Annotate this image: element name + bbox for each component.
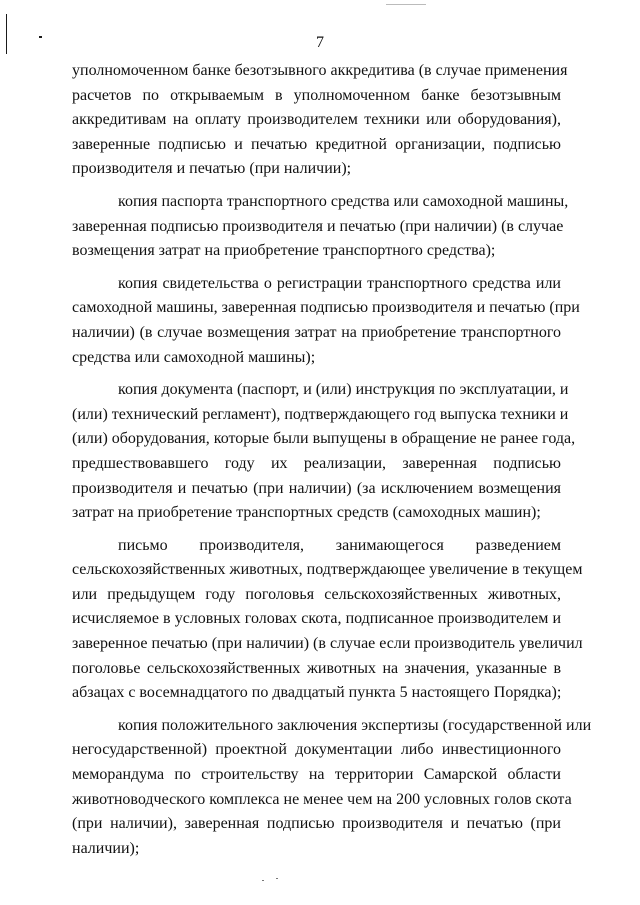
- paragraph: [72, 272, 580, 370]
- text-line: расчетов по открываемым в уполномоченном банке безотзывным: [72, 86, 561, 104]
- text-line: возмещения затрат на приобретение транспортного средства);: [72, 242, 496, 260]
- text-line: исчисляемое в условных головах скота, подписанное производителем и: [72, 610, 561, 628]
- text-line: меморандума по строительству на территории Самарской области: [72, 766, 561, 784]
- text-line: (при наличии), заверенная подписью производителя и печатью (при: [72, 815, 561, 833]
- text-line: предшествовавшего году их реализации, заверенная подписью: [72, 454, 561, 472]
- scan-artifact-top-line: [386, 4, 426, 5]
- paragraph: [72, 534, 583, 706]
- text-line: наличии);: [72, 839, 140, 857]
- text-line: наличии) (в случае возмещения затрат на приобретение транспортного: [72, 323, 561, 341]
- page-number: 7: [316, 34, 324, 51]
- paragraph: [72, 59, 568, 182]
- text-line: письмо производителя, занимающегося разведением: [118, 536, 561, 554]
- text-line: животноводческого комплекса не менее чем на 200 условных голов скота: [72, 790, 572, 808]
- text-line: заверенные подписью и печатью кредитной организации, подписью: [72, 135, 561, 153]
- paragraph: [72, 378, 576, 526]
- text-line: или предыдущем году поголовья сельскохозяйственных животных,: [72, 585, 561, 603]
- body-text: [72, 59, 592, 869]
- text-line: абзацах с восемнадцатого по двадцатый пункта 5 настоящего Порядка);: [72, 684, 562, 702]
- scan-artifact-bottom-dot: [276, 878, 278, 879]
- text-line: заверенное печатью (при наличии) (в случае если производитель увеличил: [72, 635, 583, 653]
- text-line: средства или самоходной машины);: [72, 348, 316, 366]
- text-line: (или) технический регламент), подтверждающего год выпуска техники и: [72, 405, 569, 423]
- text-line: самоходной машины, заверенная подписью производителя и печатью (при: [72, 299, 580, 317]
- text-line: заверенная подписью производителя и печатью (при наличии) (в случае: [72, 217, 564, 235]
- paragraph: [72, 714, 592, 862]
- text-line: копия свидетельства о регистрации транспортного средства или: [118, 274, 561, 292]
- text-line: аккредитивам на оплату производителем техники или оборудования),: [72, 111, 561, 129]
- paragraph: [72, 190, 569, 264]
- scan-artifact-bottom-dot: [262, 880, 264, 881]
- text-line: производителя и печатью (при наличии) (за исключением возмещения: [72, 479, 561, 497]
- text-line: негосударственной) проектной документации либо инвестиционного: [72, 741, 561, 759]
- text-line: копия паспорта транспортного средства или самоходной машины,: [118, 192, 569, 210]
- text-line: поголовье сельскохозяйственных животных на значения, указанные в: [72, 659, 561, 677]
- text-line: копия документа (паспорт, и (или) инструкция по эксплуатации, и: [118, 381, 569, 399]
- text-line: (или) оборудования, которые были выпущены в обращение не ранее года,: [72, 430, 576, 448]
- text-line: затрат на приобретение транспортных средств (самоходных машин);: [72, 504, 541, 522]
- text-line: уполномоченном банке безотзывного аккредитива (в случае применения: [72, 62, 568, 79]
- text-line: производителя и печатью (при наличии);: [72, 160, 352, 178]
- text-line: сельскохозяйственных животных, подтверждающее увеличение в текущем: [72, 561, 583, 579]
- text-line: копия положительного заключения экспертизы (государственной или: [118, 716, 592, 734]
